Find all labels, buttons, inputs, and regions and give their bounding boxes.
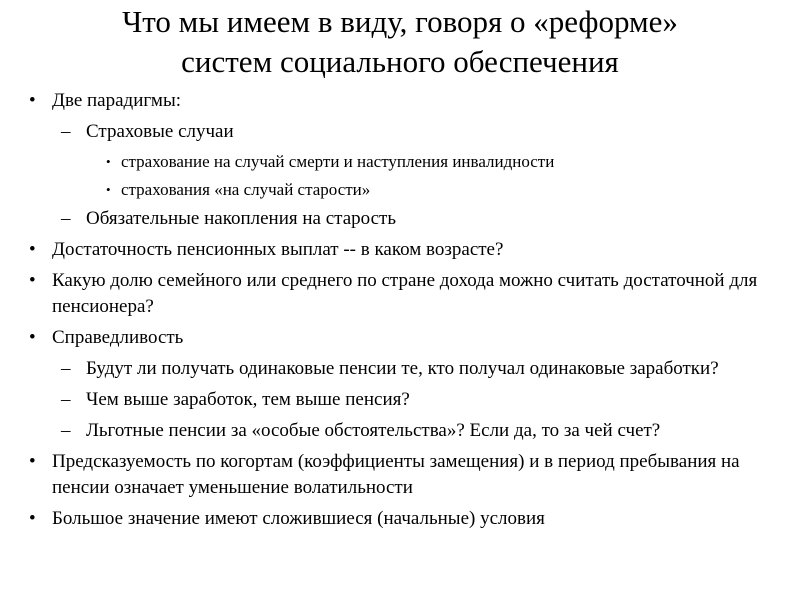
bullet-text: страхования «на случай старости» — [121, 180, 371, 199]
bullet-marker: • — [29, 327, 36, 348]
dash-marker: – — [61, 121, 71, 142]
bullet-text: Какую долю семейного или среднего по стране дохода можно считать достаточной для пенсионера? — [52, 270, 758, 317]
bullet-marker: • — [29, 90, 36, 111]
dash-marker: – — [61, 358, 71, 379]
bullet-item — [0, 325, 772, 351]
dash-marker: – — [61, 389, 71, 410]
title-line-2: систем социального обеспечения — [181, 44, 619, 79]
bullet-text: Справедливость — [52, 327, 184, 348]
bullet-text: Достаточность пенсионных выплат -- в каком возрасте? — [52, 239, 504, 260]
sub-sub-bullet-item — [0, 178, 781, 202]
dash-marker: – — [61, 208, 71, 229]
bullet-item — [0, 88, 772, 114]
sub-bullet-item — [0, 206, 776, 232]
bullet-text: Льготные пенсии за «особые обстоятельства»? Если да, то за чей счет? — [86, 420, 661, 441]
bullet-item — [0, 449, 772, 501]
bullet-text: Обязательные накопления на старость — [86, 208, 397, 229]
bullet-marker: • — [29, 270, 36, 291]
bullet-item — [0, 268, 772, 320]
bullet-list — [0, 88, 800, 537]
sub-sub-bullet-item — [0, 150, 781, 174]
bullet-text: Страховые случаи — [86, 121, 234, 142]
bullet-marker: • — [106, 182, 111, 197]
bullet-text: Две парадигмы: — [52, 90, 181, 111]
bullet-marker: • — [106, 154, 111, 169]
sub-bullet-item — [0, 119, 776, 145]
dash-marker: – — [61, 420, 71, 441]
sub-bullet-item — [0, 418, 776, 444]
bullet-text: Чем выше заработок, тем выше пенсия? — [86, 389, 410, 410]
bullet-marker: • — [29, 239, 36, 260]
bullet-item — [0, 237, 772, 263]
slide-title — [20, 2, 780, 82]
bullet-text: Большое значение имеют сложившиеся (начальные) условия — [52, 508, 545, 529]
bullet-text: Будут ли получать одинаковые пенсии те, кто получал одинаковые заработки? — [86, 358, 719, 379]
bullet-marker: • — [29, 451, 36, 472]
bullet-text: страхование на случай смерти и наступления инвалидности — [121, 152, 555, 171]
bullet-item — [0, 506, 772, 532]
bullet-marker: • — [29, 508, 36, 529]
bullet-text: Предсказуемость по когортам (коэффициенты замещения) и в период пребывания на пенсии означает уменьшение волатильности — [52, 451, 740, 498]
sub-bullet-item — [0, 387, 776, 413]
sub-bullet-item — [0, 356, 776, 382]
title-line-1: Что мы имеем в виду, говоря о «реформе» — [122, 4, 678, 39]
